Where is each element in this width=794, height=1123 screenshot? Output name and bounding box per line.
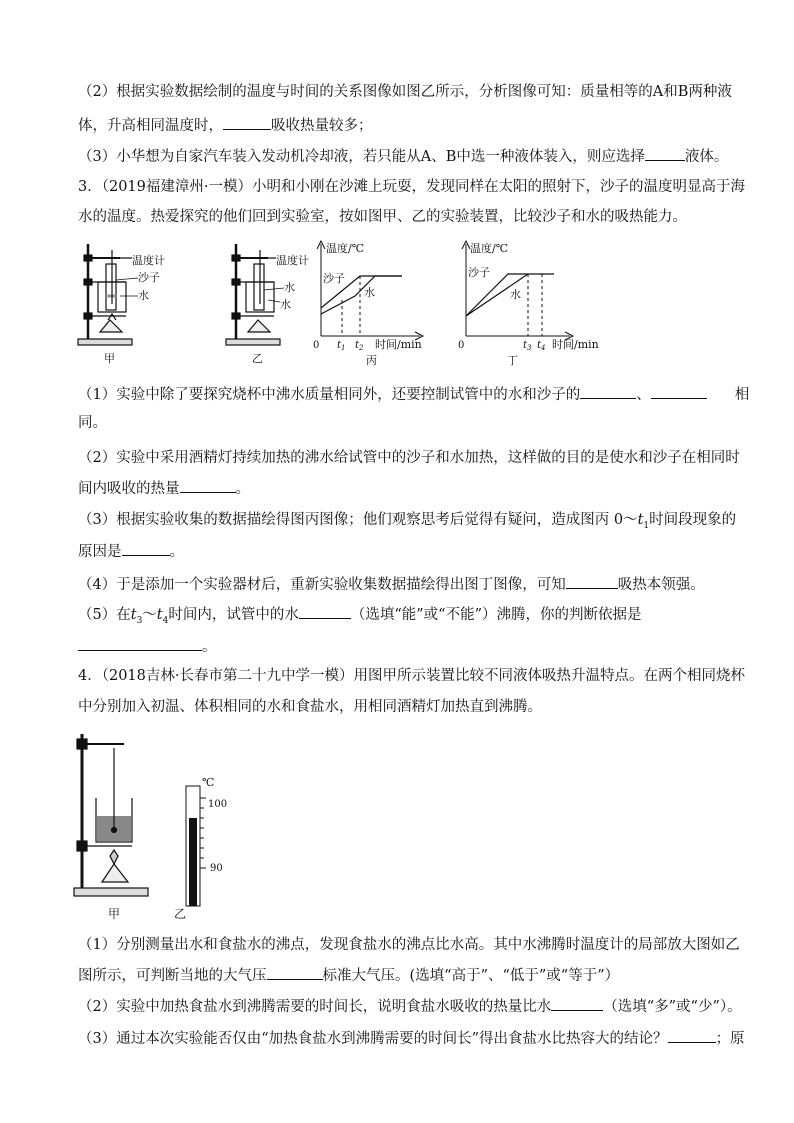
- q3-p5-c: （选填“能”或“不能”）沸腾，你的判断依据是: [350, 607, 642, 623]
- graph-bing-t1: $t_1$: [337, 340, 346, 352]
- q3-p5-t4: t: [156, 607, 163, 623]
- q3-p5-line1: [78, 604, 724, 631]
- q2-part2-line2: [78, 115, 724, 136]
- q4-p3-b: ；原: [715, 1031, 745, 1047]
- q3-p5-mid: ～: [142, 607, 157, 623]
- q4-p3-line: [78, 1028, 745, 1049]
- answer-blank[interactable]: [551, 996, 603, 1011]
- q2-part3-text-b: 液体。: [684, 149, 729, 165]
- q3-p5-a: （5）在: [78, 607, 131, 623]
- answer-blank[interactable]: [580, 384, 636, 399]
- answer-blank[interactable]: [299, 604, 351, 619]
- q3-p2-line1: （2）实验中采用酒精灯持续加热的沸水给试管中的沙子和水加热，这样做的目的是使水和沙子在相同时: [78, 450, 740, 466]
- apparatus-q4-jia: [74, 734, 148, 896]
- label-ding: 丁: [507, 354, 518, 367]
- q4-heading-line2: 中分别加入初温、体积相同的水和食盐水，用相同酒精灯加热直到沸腾。: [78, 699, 542, 715]
- q4-p1-c: 标准大气压。(选填“高于”、“低于”或“等于”）: [322, 968, 620, 984]
- graph-bing-water: 水: [364, 286, 375, 299]
- answer-blank[interactable]: [668, 1028, 716, 1043]
- graph-ding-origin: 0: [458, 340, 465, 351]
- q2-part2-text-a: 体，升高相同温度时，: [78, 118, 223, 134]
- q3-p3-line2: [78, 541, 724, 562]
- label-water-yi: 水: [284, 281, 295, 294]
- graph-ding-t3: $t_3$: [523, 340, 532, 352]
- q4-p2-line: [78, 996, 742, 1017]
- q3-p1-line2: 同。: [78, 415, 107, 431]
- graph-ding-sand: 沙子: [468, 266, 490, 279]
- label-yi: 乙: [252, 352, 263, 365]
- apparatus-yi: [226, 244, 280, 345]
- answer-blank[interactable]: [267, 965, 323, 980]
- graph-ding-water: 水: [510, 288, 521, 301]
- q3-p2-line2: [78, 478, 724, 499]
- graph-bing-t2: $t_2$: [355, 340, 364, 352]
- q3-figure: [70, 236, 630, 376]
- q3-p1-a: （1）实验中除了要探究烧杯中沸水质量相同外，还要控制试管中的水和沙子的: [78, 387, 581, 403]
- q3-p1-b: 、: [636, 387, 651, 403]
- label-water: 水: [138, 289, 149, 302]
- q4-figure: [70, 728, 240, 924]
- q3-p5-b: 时间内，试管中的水: [168, 607, 299, 623]
- label-sand: 沙子: [138, 271, 160, 284]
- q3-p4-b: 吸热本领强。: [617, 577, 705, 593]
- q4-p1-b: 图所示，可判断当地的大气压: [78, 968, 267, 984]
- q3-p5-t3: t: [130, 607, 137, 623]
- apparatus-jia: [78, 244, 132, 345]
- label-water-yi-2: 水: [280, 298, 291, 311]
- label-q4-jia: 甲: [108, 907, 121, 921]
- label-q4-yi: 乙: [174, 907, 187, 921]
- q3-p3-line1: [78, 510, 737, 536]
- q3-p3-d: 。: [169, 544, 184, 560]
- q3-p3-b: 时间段现象的: [649, 512, 737, 528]
- q3-p2-b: 间内吸收的热量: [78, 481, 180, 497]
- thermometer-unit: ℃: [202, 776, 215, 789]
- answer-blank[interactable]: [223, 115, 271, 130]
- q4-p1-line1: （1）分别测量出水和食盐水的沸点，发现食盐水的沸点比水高。其中水沸腾时温度计的局部放大图如乙: [78, 937, 740, 953]
- q3-heading-line2: 水的温度。热爱探究的他们回到实验室，按如图甲、乙的实验装置，比较沙子和水的吸热能力。: [78, 209, 687, 225]
- thermometer-100: 100: [208, 799, 228, 810]
- graph-ding-t4: $t_4$: [537, 340, 546, 352]
- q3-p5-t3s: 3: [136, 615, 143, 626]
- q3-p3-ts: 1: [643, 520, 650, 531]
- q2-part2-text-b: 吸收热量较多；: [271, 118, 373, 134]
- answer-blank[interactable]: [122, 541, 170, 556]
- q4-p3-a: （3）通过本次实验能否仅由“加热食盐水到沸腾需要的时间长”得出食盐水比热容大的结论？: [78, 1031, 668, 1047]
- q3-p1-line: [78, 384, 750, 405]
- label-bing: 丙: [366, 354, 377, 367]
- answer-blank[interactable]: [651, 384, 707, 399]
- graph-bing-origin: 0: [313, 340, 320, 351]
- thermometer-zoom: [186, 786, 206, 906]
- q4-p2-a: （2）实验中加热食盐水到沸腾需要的时间长，说明食盐水吸收的热量比水: [78, 999, 552, 1015]
- answer-blank[interactable]: [566, 574, 618, 589]
- answer-blank[interactable]: [645, 146, 685, 161]
- graph-bing-ylabel: 温度/℃: [326, 242, 365, 255]
- graph-ding-ylabel: 温度/℃: [470, 242, 509, 255]
- q3-p3-a: （3）根据实验收集的数据描绘得图丙图像；他们观察思考后觉得有疑问，造成图丙 0～: [78, 512, 638, 528]
- q3-p5-d: 。: [202, 639, 217, 655]
- q2-part3-text-a: （3）小华想为自家汽车装入发动机冷却液，若只能从A、B中选一种液体装入，则应选择: [78, 149, 645, 165]
- graph-bing-xlabel: 时间/min: [375, 338, 422, 351]
- q3-p3-c: 原因是: [78, 544, 122, 560]
- q3-p4-a: （4）于是添加一个实验器材后，重新实验收集数据描绘得出图丁图像，可知: [78, 577, 566, 593]
- label-thermometer-yi: 温度计: [276, 254, 309, 267]
- q3-p2-c: 。: [235, 481, 250, 497]
- q3-p5-line2: [78, 636, 724, 657]
- graph-ding-xlabel: 时间/min: [552, 338, 599, 351]
- graph-bing-sand: 沙子: [323, 272, 345, 285]
- q3-p3-t: t: [637, 512, 644, 528]
- q4-p1-line2: [78, 965, 724, 986]
- q3-p5-t4s: 4: [162, 615, 169, 626]
- thermometer-90: 90: [210, 863, 223, 874]
- q2-part3-line: [78, 146, 729, 167]
- label-jia: 甲: [104, 352, 115, 365]
- answer-blank[interactable]: [180, 478, 236, 493]
- q3-p1-c: 相: [734, 387, 750, 403]
- q2-part2-line1: （2）根据实验数据绘制的温度与时间的关系图像如图乙所示，分析图像可知：质量相等的A和B两种液: [78, 84, 732, 100]
- label-thermometer: 温度计: [132, 254, 165, 267]
- answer-blank[interactable]: [78, 636, 202, 651]
- q3-p4-line: [78, 574, 724, 595]
- q4-heading-line1: 4．（2018吉林·长春市第二十九中学一模）用图甲所示装置比较不同液体吸热升温特点。在两个相同烧杯: [78, 668, 745, 684]
- q3-heading-line1: 3．（2019福建漳州·一模）小明和小刚在沙滩上玩耍，发现同样在太阳的照射下，沙子的温度明显高于海: [78, 179, 745, 195]
- q4-p2-b: （选填“多”或“少”）。: [603, 999, 742, 1015]
